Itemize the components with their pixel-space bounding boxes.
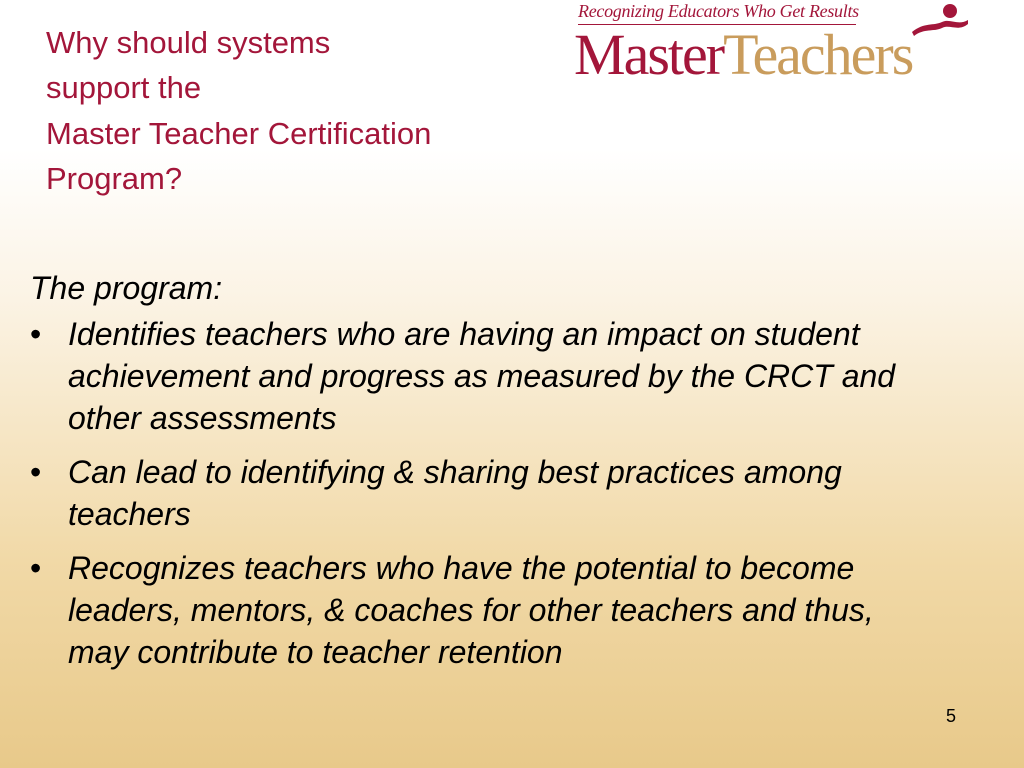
page-number: 5 bbox=[946, 706, 957, 726]
logo-word-master: Master bbox=[574, 22, 724, 87]
bullet-text: Recognizes teachers who have the potential to become leaders, mentors, & coaches for other teachers and thus, may contribute to teacher retention bbox=[68, 550, 874, 670]
bullet-dot: • bbox=[30, 316, 42, 352]
logo-wordmark bbox=[574, 22, 913, 87]
bullet-text: Can lead to identifying & sharing best practices among teachers bbox=[68, 454, 842, 532]
slide-body bbox=[30, 266, 930, 685]
bullet-dot: • bbox=[30, 550, 42, 586]
intro-text: The program: bbox=[30, 270, 223, 306]
bullet-list bbox=[30, 313, 930, 673]
title-line: Master Teacher Certification bbox=[46, 115, 432, 151]
running-figure-icon bbox=[906, 2, 972, 38]
bullet-item bbox=[30, 547, 930, 673]
logo-word-teachers: Teachers bbox=[723, 22, 913, 87]
title-line: Why should systems bbox=[46, 25, 331, 60]
bullet-dot: • bbox=[30, 454, 42, 490]
title-line: Program? bbox=[46, 160, 183, 196]
slide-title bbox=[46, 20, 566, 201]
logo-tagline: Recognizing Educators Who Get Results bbox=[578, 1, 859, 21]
bullet-item bbox=[30, 451, 930, 535]
bullet-item bbox=[30, 313, 930, 439]
bullet-text: Identifies teachers who are having an impact on student achievement and progress as measured by the CRCT and other assessments bbox=[68, 316, 896, 436]
title-line: support the bbox=[46, 70, 202, 106]
master-teachers-logo bbox=[568, 0, 1024, 86]
